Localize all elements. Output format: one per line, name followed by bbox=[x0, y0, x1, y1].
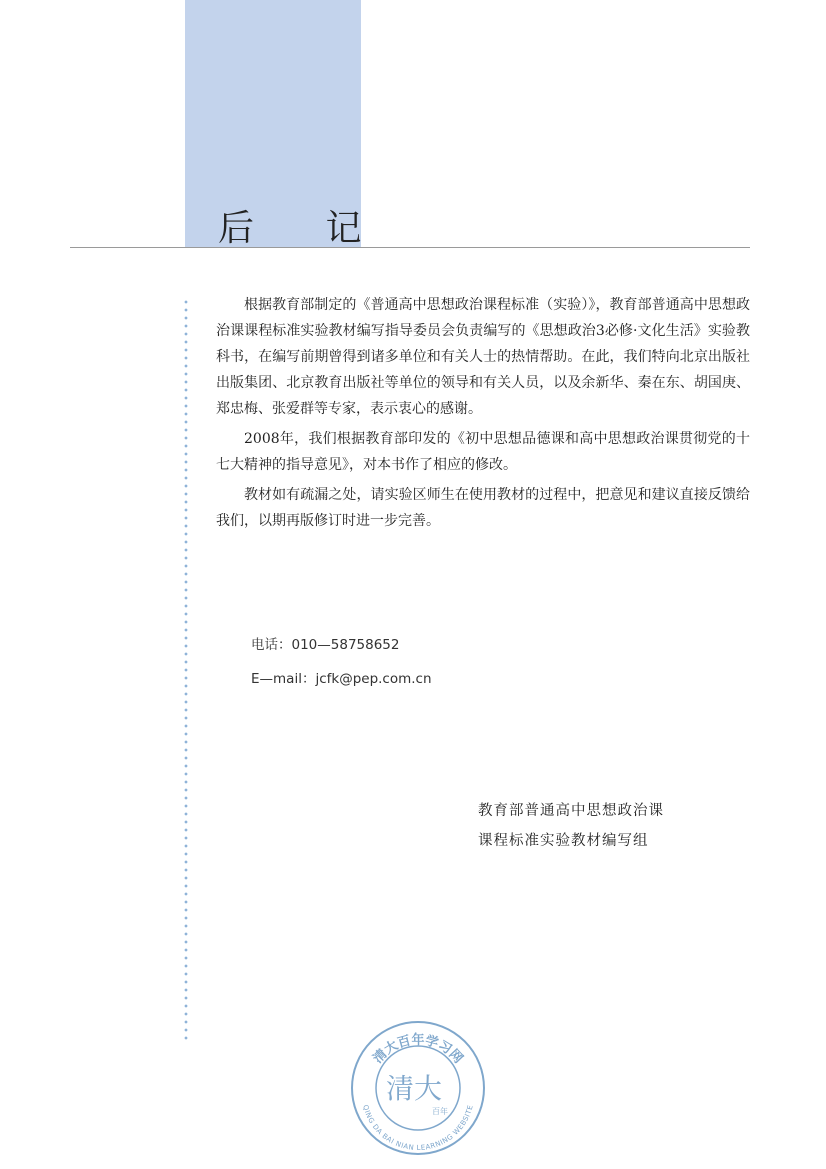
title-divider bbox=[70, 247, 750, 248]
signature-line-2: 课程标准实验教材编写组 bbox=[478, 833, 649, 849]
email-line: E—mail：jcfk@pep.com.cn bbox=[251, 671, 432, 687]
body-text bbox=[216, 292, 750, 538]
watermark-seal-icon bbox=[348, 1018, 488, 1158]
dotted-margin-line bbox=[184, 298, 188, 1044]
signature-block bbox=[478, 796, 664, 856]
signature-line-1: 教育部普通高中思想政治课 bbox=[478, 803, 664, 819]
paragraph-3: 教材如有疏漏之处，请实验区师生在使用教材的过程中，把意见和建议直接反馈给我们，以期再版修订时进一步完善。 bbox=[216, 487, 750, 529]
watermark-small: 百年 bbox=[432, 1107, 448, 1116]
svg-text:QING DA BAI NIAN LEARNING WEBS bbox=[361, 1104, 475, 1152]
paragraph-2: 2008年，我们根据教育部印发的《初中思想品德课和高中思想政治课贯彻党的十七大精神的指导意见》，对本书作了相应的修改。 bbox=[216, 431, 750, 473]
svg-text:清大百年学习网 bbox=[370, 1032, 466, 1067]
watermark-center: 清大 bbox=[385, 1072, 443, 1105]
phone-line: 电话：010—58758652 bbox=[251, 637, 400, 653]
page-title: 后 记 bbox=[218, 208, 392, 249]
watermark-ring-bottom: QING DA BAI NIAN LEARNING WEBSITE bbox=[361, 1103, 475, 1153]
watermark-ring-top: 清大百年学习网 bbox=[370, 1033, 466, 1067]
paragraph-1: 根据教育部制定的《普通高中思想政治课程标准（实验）》，教育部普通高中思想政治课课程标准实验教材编写指导委员会负责编写的《思想政治3必修·文化生活》实验教科书，在编写前期曾得到诸多单位和有关人士的热情帮助。在此，我们特向北京出版社出版集团、北京教育出版社等单位的领导和有关人员，以及余新华、秦在东、胡国庚、郑忠梅、张爱群等专家，表示衷心的感谢。 bbox=[216, 297, 750, 417]
